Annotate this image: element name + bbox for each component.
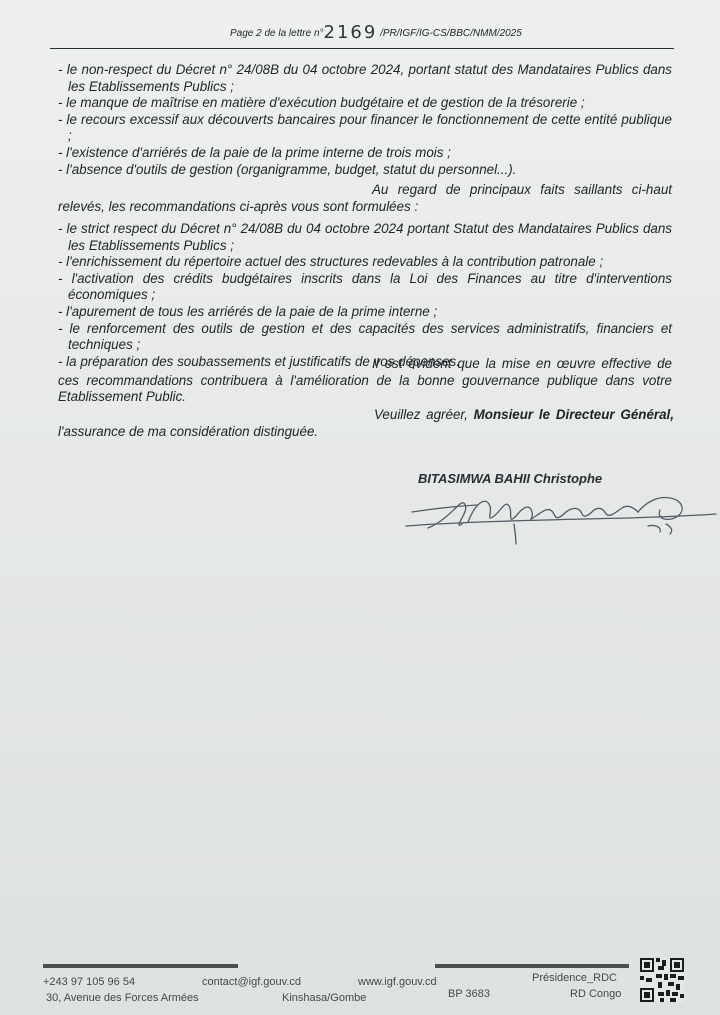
footer-address: 30, Avenue des Forces Armées bbox=[46, 992, 199, 1004]
recommendation-item: - la préparation des soubassements et justificatifs de vos dépenses. bbox=[58, 353, 460, 369]
finding-item: - le non-respect du Décret n° 24/08B du 04 octobre 2024, portant statut des Mandataires Publics dans les Etablissements Publics ; bbox=[58, 62, 672, 94]
footer-phone: +243 97 105 96 54 bbox=[43, 976, 136, 988]
header-reference: /PR/IGF/IG-CS/BBC/NMM/2025 bbox=[377, 28, 522, 39]
recommendation-item: - l'enrichissement du répertoire actuel des structures redevables à la contribution patronale ; bbox=[58, 254, 604, 270]
recommendation-item: - l'apurement de tous les arriérés de la paie de la prime interne ; bbox=[58, 303, 438, 319]
footer-rule-right bbox=[435, 964, 629, 968]
closing-addressee: Monsieur le Directeur Général, bbox=[473, 407, 674, 422]
footer-rule-left bbox=[43, 964, 238, 968]
recommendations-intro: Au regard de principaux faits saillants ci-haut relevés, les recommandations ci-après vous sont formulées : bbox=[58, 182, 672, 214]
finding-item: - l'existence d'arriérés de la paie de la prime interne de trois mois ; bbox=[58, 144, 451, 160]
footer-presidence: Présidence_RDC bbox=[532, 972, 617, 984]
recommendation-item: - l'activation des crédits budgétaires inscrits dans la Loi des Finances au titre d'interventions économiques ; bbox=[58, 270, 672, 303]
handwritten-signature bbox=[398, 472, 718, 552]
footer-website: www.igf.gouv.cd bbox=[358, 976, 437, 988]
letter-number: 2169 bbox=[323, 22, 378, 43]
finding-item: - l'absence d'outils de gestion (organigramme, budget, statut du personnel...). bbox=[58, 161, 517, 177]
closing-formula bbox=[374, 407, 674, 422]
recommendation-item: - le strict respect du Décret n° 24/08B du 04 octobre 2024 portant Statut des Mandataires Publics dans les Etablissements Publics ; bbox=[58, 221, 672, 253]
findings-list bbox=[58, 62, 672, 178]
qr-code bbox=[640, 958, 684, 1002]
finding-item: - le recours excessif aux découverts bancaires pour financer le fonctionnement de cette entité publique ; bbox=[58, 111, 672, 144]
signatory-name: BITASIMWA BAHII Christophe bbox=[418, 471, 603, 486]
conclusion-paragraph: Il est évident que la mise en œuvre effective de ces recommandations contribuera à l'amélioration de la bonne gouvernance publique dans votre Etablissement Public. bbox=[58, 356, 672, 405]
assurance-line: l'assurance de ma considération distinguée. bbox=[58, 424, 319, 439]
footer-bp: BP 3683 bbox=[448, 988, 491, 1000]
recommendations-list bbox=[58, 221, 672, 370]
closing-lead: Veuillez agréer, bbox=[374, 407, 468, 422]
finding-item: - le manque de maîtrise en matière d'exécution budgétaire et de gestion de la trésorerie ; bbox=[58, 95, 585, 111]
page-header bbox=[230, 22, 522, 43]
header-prefix: Page 2 de la lettre n° bbox=[230, 28, 324, 39]
footer-city: Kinshasa/Gombe bbox=[282, 992, 367, 1004]
recommendation-item: - le renforcement des outils de gestion et des capacités des services administratifs, financiers et techniques ; bbox=[58, 320, 672, 353]
footer-country: RD Congo bbox=[570, 988, 622, 1000]
footer-email: contact@igf.gouv.cd bbox=[202, 976, 302, 988]
